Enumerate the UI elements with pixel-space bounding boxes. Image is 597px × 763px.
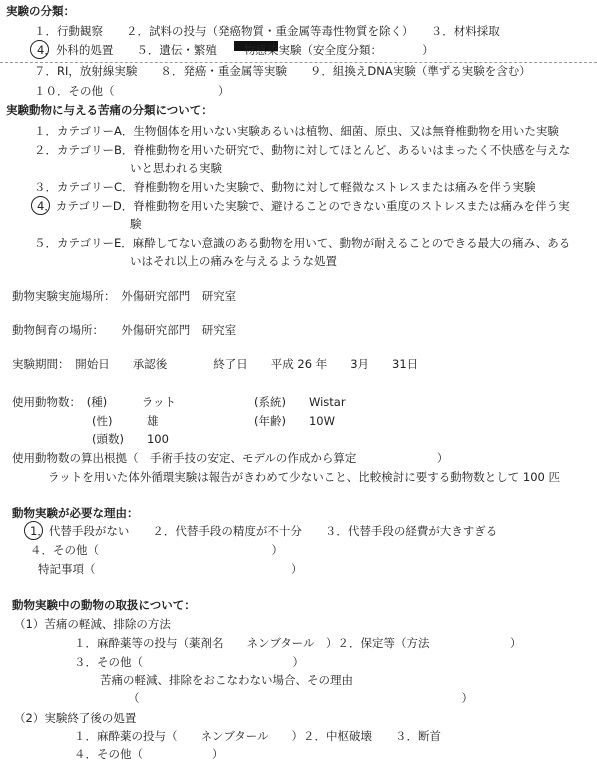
handling-heading: 動物実験中の動物の取扱について： [12,598,196,612]
classification-row-4: １０．その他（ ） [34,84,230,98]
dashed-divider [0,62,597,63]
experiment-location: 動物実験実施場所： 外傷研究部門 研究室 [12,289,237,303]
pain-category-b-line2: いと思われる実験 [130,161,222,175]
post-experiment-other: ４．その他（ ） [74,747,224,761]
animal-count: (頭数) 100 [92,432,169,446]
no-relief-reason-field: （ ） [128,691,473,705]
post-experiment-options: １．麻酔薬の投与（ ネンブタール ）２．中枢破壊 ３．断首 [74,729,441,743]
animal-age: (年齢) 10W [254,414,335,428]
pain-heading: 実験動物に与える苦痛の分類について： [6,103,213,117]
pain-category-b-line1: ２．カテゴリーB．脊椎動物を用いた研究で、動物に対してほとんど、あるいはまったく不快感を与えな [34,143,571,157]
pain-relief-anesthesia: １．麻酔薬等の投与（薬剤名 ネンブタール ）２．保定等（方法 ） [74,636,522,650]
pain-category-e-line1: ５．カテゴリーE．麻酔してない意識のある動物を用いて、動物が耐えることのできる最大の痛み、ある [34,236,571,250]
pain-category-c: ３．カテゴリーC．脊椎動物を用いた実験で、動物に対して軽微なストレスまたは痛みを伴う実験 [34,180,536,194]
animal-strain: (系統) Wistar [254,395,346,409]
pain-category-d-line1: 4．カテゴリーD．脊椎動物を用いた実験で、避けることのできない重度のストレスまたは痛みを伴う実 [37,199,570,213]
animal-sex: (性) 雄 [92,414,159,428]
no-relief-reason-label: 苦痛の軽減、排除をおこなわない場合、その理由 [100,673,353,687]
reason-options: 1．代替手段がない ２．代替手段の精度が不十分 ３．代替手段の経費が大きすぎる [30,524,498,538]
pain-category-e-line2: いはそれ以上の痛みを与えるような処置 [130,254,337,268]
reason-other: ４．その他（ ） [30,543,283,557]
experiment-period: 実験期間： 開始日 承認後 終了日 平成 26 年 3月 31日 [12,357,419,371]
animal-species: 使用動物数： (種) ラット [12,395,176,409]
pain-relief-other: ３．その他（ ） [74,655,304,669]
animal-count-basis: 使用動物数の算出根拠（ 手術手技の安定、モデルの作成から算定 ） [12,451,449,465]
pain-category-a: １．カテゴリーA．生物個体を用いない実験あるいは植物、細菌、原虫、又は無脊椎動物を用いた実験 [34,124,559,138]
post-experiment-heading: （2）実験終了後の処置 [14,711,137,725]
pain-relief-heading: （1）苦痛の軽減、排除の方法 [14,617,171,631]
classification-row-1: １．行動観察 ２．試料の投与（発癌物質・重金属等毒性物質を除く） ３．材料採取 [34,24,500,38]
pain-category-d-line2: 験 [130,217,142,231]
housing-location: 動物飼育の場所： 外傷研究部門 研究室 [12,323,237,337]
classification-heading: 実験の分類： [6,4,75,18]
classification-row-2b: 物感染実験（安全度分類： ） [244,43,434,57]
special-notes: 特記事項（ ） [38,562,303,576]
animal-count-basis-detail: ラットを用いた体外循環実験は報告がきわめて少ないこと、比較検討に要する動物数として 100 匹 [48,470,561,484]
classification-row-3: ７．RI，放射線実験 ８．発癌・重金属等実験 ９．組換えDNA実験（準ずる実験を含む） [34,64,531,78]
classification-row-2a: 4．外科的処置 ５．遺伝・繁殖 [37,43,217,57]
reason-heading: 動物実験が必要な理由： [12,506,139,520]
